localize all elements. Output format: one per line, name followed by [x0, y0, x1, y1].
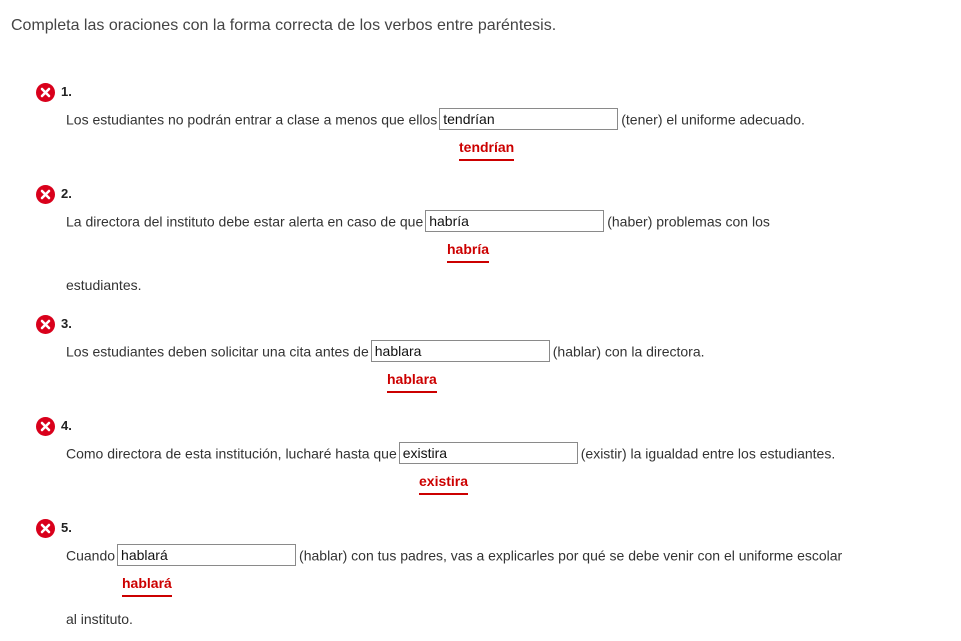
sentence-after: (tener) el uniforme adecuado. [621, 111, 805, 128]
sentence-line [66, 543, 842, 565]
sentence-continuation: al instituto. [66, 611, 133, 627]
answer-input[interactable]: habría [425, 210, 604, 232]
question-number: 5. [61, 520, 72, 535]
sentence-after: (haber) problemas con los [607, 213, 770, 230]
correct-answer: existira [419, 473, 468, 495]
incorrect-icon [36, 185, 55, 204]
sentence-line [66, 107, 805, 129]
sentence-before: Cuando [66, 547, 116, 564]
sentence-before: La directora del instituto debe estar alerta en caso de que [66, 213, 424, 230]
sentence-line [66, 339, 705, 361]
question-number: 3. [61, 316, 72, 331]
question-number: 2. [61, 186, 72, 201]
sentence-continuation: estudiantes. [66, 277, 142, 293]
sentence-line [66, 209, 770, 231]
sentence-after: (hablar) con la directora. [552, 343, 705, 360]
incorrect-icon [36, 83, 55, 102]
incorrect-icon [36, 417, 55, 436]
answer-input[interactable]: tendrían [439, 108, 618, 130]
question-number: 1. [61, 84, 72, 99]
sentence-before: Los estudiantes deben solicitar una cita antes de [66, 343, 369, 360]
sentence-after: (existir) la igualdad entre los estudiantes. [580, 445, 836, 462]
correct-answer: tendrían [459, 139, 514, 161]
correct-answer: habría [447, 241, 489, 263]
correct-answer: hablara [387, 371, 437, 393]
sentence-after: (hablar) con tus padres, vas a explicarles por qué se debe venir con el uniforme escolar [299, 547, 843, 564]
question-number: 4. [61, 418, 72, 433]
answer-input[interactable]: existira [399, 442, 578, 464]
answer-input[interactable]: hablará [117, 544, 296, 566]
answer-input[interactable]: hablara [371, 340, 550, 362]
incorrect-icon [36, 315, 55, 334]
correct-answer: hablará [122, 575, 172, 597]
sentence-line [66, 441, 835, 463]
sentence-before: Como directora de esta institución, lucharé hasta que [66, 445, 397, 462]
instructions-text: Completa las oraciones con la forma correcta de los verbos entre paréntesis. [11, 17, 557, 34]
sentence-before: Los estudiantes no podrán entrar a clase a menos que ellos [66, 111, 438, 128]
incorrect-icon [36, 519, 55, 538]
